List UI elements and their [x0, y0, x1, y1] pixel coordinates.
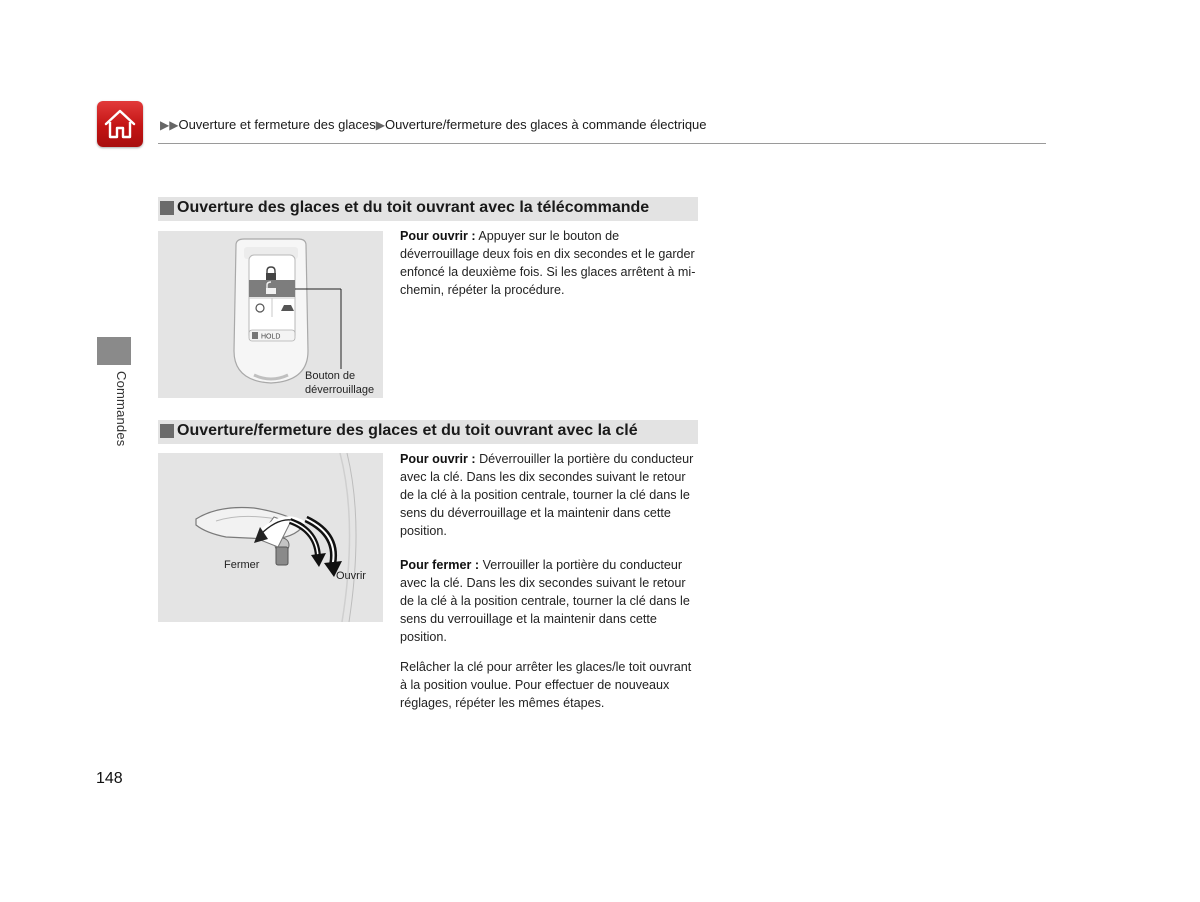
fob-hold-label: HOLD — [261, 333, 281, 341]
section-title: Ouverture des glaces et du toit ouvrant avec la télécommande — [177, 199, 650, 216]
callout-line: déverrouillage — [305, 384, 375, 396]
para-label: Pour fermer : — [400, 558, 480, 572]
remote-open-instructions — [400, 227, 700, 299]
breadcrumb-link-windows[interactable]: Ouverture et fermeture des glaces — [178, 117, 376, 132]
key-close-instructions — [400, 556, 700, 646]
key-release-instructions — [400, 658, 700, 712]
home-button[interactable] — [97, 101, 143, 147]
breadcrumb-arrow-icon: ▶ — [375, 118, 385, 132]
remote-illustration — [158, 231, 383, 398]
home-icon — [102, 106, 138, 142]
chapter-label: Commandes — [114, 371, 129, 447]
section-marker-icon — [160, 201, 174, 215]
section-title: Ouverture/fermeture des glaces et du toit ouvrant avec la clé — [177, 422, 638, 439]
rotate-arrow-open-icon — [290, 519, 342, 577]
breadcrumb-divider — [158, 143, 1046, 144]
section-heading-key — [158, 420, 698, 444]
breadcrumb-arrow-icon: ▶▶ — [160, 118, 179, 132]
para-text: Appuyer sur le bouton de déverrouillage deux fois en dix secondes et le garder enfoncé la deuxième fois. Si les glaces arrêtent à mi-chemin, répéter la procédure. — [400, 229, 696, 297]
close-direction-label: Fermer — [224, 559, 260, 571]
door-key-illustration — [158, 453, 383, 622]
page-number: 148 — [96, 770, 123, 787]
open-direction-label: Ouvrir — [336, 570, 366, 582]
breadcrumb-link-power-windows[interactable]: Ouverture/fermeture des glaces à commande électrique — [384, 117, 707, 132]
breadcrumb — [160, 117, 707, 132]
callout-line: Bouton de — [305, 370, 356, 382]
section-heading-remote — [158, 197, 698, 221]
key-open-instructions — [400, 450, 700, 540]
key-fob-icon — [234, 239, 308, 383]
para-text: Déverrouiller la portière du conducteur avec la clé. Dans les dix secondes suivant le retour de la clé à la position centrale, tourner la clé dans le sens du déverrouillage et la maintenir dans cette position. — [400, 452, 694, 538]
para-text: Relâcher la clé pour arrêter les glaces/le toit ouvrant à la position voulue. Pour effectuer de nouveaux réglages, répéter les mêmes étapes. — [400, 660, 692, 710]
para-text: Verrouiller la portière du conducteur avec la clé. Dans les dix secondes suivant le retour de la clé à la position centrale, tourner la clé dans le sens du verrouillage et la maintenir dans cette position. — [400, 558, 690, 644]
unlock-button-callout — [305, 369, 374, 397]
para-label: Pour ouvrir : — [400, 229, 476, 243]
chapter-tab[interactable] — [97, 337, 131, 365]
para-label: Pour ouvrir : — [400, 452, 476, 466]
section-marker-icon — [160, 424, 174, 438]
